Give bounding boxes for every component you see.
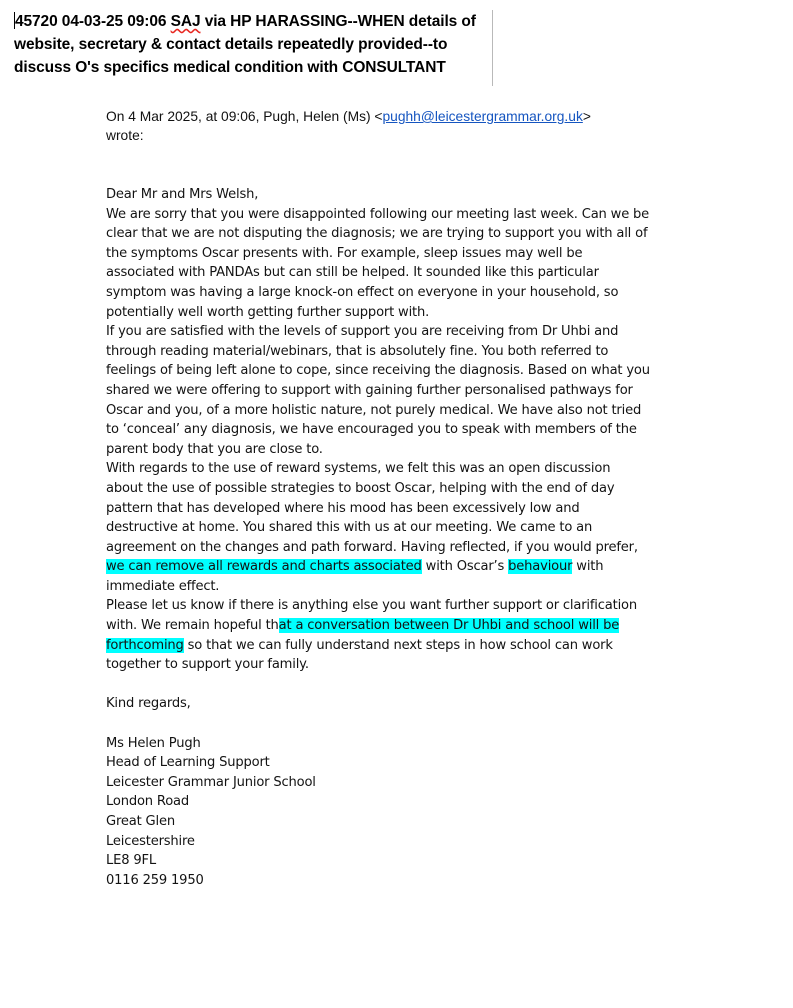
signature-line: London Road	[106, 794, 190, 810]
signature-line: Leicester Grammar Junior School	[106, 774, 316, 790]
header-note-line-1	[14, 10, 492, 33]
header-note-misspelled-word: SAJ	[170, 13, 201, 30]
signature-spacer	[106, 714, 651, 734]
letter-closing: Kind regards,	[106, 696, 191, 712]
paragraph-3-text-part-1: With regards to the use of reward systems, we felt this was an open discussion about the use of possible strategies to boost Oscar, helping with the end of day pattern that has developed where his mood has been excessively low and destructive at home. You shared this with us at our meeting. We came to an agreement on the changes and path forward. Having reflected, if you would prefer,	[106, 461, 638, 555]
paragraph-3-text-part-2: with Oscar’s	[421, 559, 509, 575]
paragraph-3-text-part-3: with immediate effect.	[106, 559, 604, 594]
header-note-line-1-prefix: 45720 04-03-25 09:06	[15, 13, 171, 30]
highlight-remove-rewards: we can remove all rewards and charts associated	[106, 559, 422, 575]
letter-paragraph-3	[106, 459, 651, 596]
signature-line: Leicestershire	[106, 833, 195, 849]
letter-paragraph-2: If you are satisfied with the levels of support you are receiving from Dr Uhbi and through reading material/webinars, that is absolutely fine. You both referred to feelings of being left alone to cope, since receiving the diagnosis. Based on what you shared we were offering to support with gaining further personalised pathways for Oscar and you, of a more holistic nature, not purely medical. We have also not tried to ‘conceal’ any diagnosis, we have encouraged you to speak with members of the parent body that you are close to.	[106, 324, 650, 457]
letter-spacer	[106, 675, 651, 695]
attribution-wrote-line: wrote:	[106, 128, 144, 143]
header-note-line-1-suffix: via HP HARASSING--WHEN details of	[200, 13, 476, 30]
highlight-conversation-forthcoming: at a conversation between Dr Uhbi and school will be forthcoming	[106, 618, 620, 653]
letter-salutation: Dear Mr and Mrs Welsh,	[106, 187, 259, 202]
sender-email-link[interactable]: pughh@leicestergrammar.org.uk	[382, 109, 583, 124]
letter-paragraph-4	[106, 596, 651, 674]
paragraph-4-text-part-1: Please let us know if there is anything else you want further support or clarification with. We remain hopeful th	[106, 598, 637, 634]
signature-line: Great Glen	[106, 814, 175, 829]
letter-content	[106, 185, 651, 890]
letter-paragraph-1: We are sorry that you were disappointed following our meeting last week. Can we be clear that we are not disputing the diagnosis; we are trying to support you with all of the symptoms Oscar presents with. For example, sleep issues may well be associated with PANDAs but can still be helped. It sounded like this particular symptom was having a large knock-on effect on everyone in your household, so potentially well worth getting further support with.	[106, 206, 650, 320]
signature-line: Ms Helen Pugh	[106, 735, 201, 751]
email-body	[106, 107, 654, 890]
document-header-note	[14, 10, 492, 79]
header-note-line-2: website, secretary & contact details repeatedly provided--to	[14, 36, 448, 53]
signature-line: Head of Learning Support	[106, 755, 270, 771]
highlight-behaviour: behaviour	[508, 559, 573, 575]
paragraph-4-text-part-2: so that we can fully understand next steps in how school can work together to support your family.	[106, 637, 613, 673]
email-attribution	[106, 107, 654, 145]
signature-line: 0116 259 1950	[106, 872, 204, 888]
header-vertical-rule	[492, 10, 493, 86]
attribution-prefix: On 4 Mar 2025, at 09:06, Pugh, Helen (Ms) <	[106, 109, 383, 124]
signature-line: LE8 9FL	[106, 853, 156, 869]
attribution-suffix: >	[582, 109, 591, 124]
header-note-line-3: discuss O's specifics medical condition with CONSULTANT	[14, 59, 446, 76]
email-signature	[106, 734, 651, 891]
